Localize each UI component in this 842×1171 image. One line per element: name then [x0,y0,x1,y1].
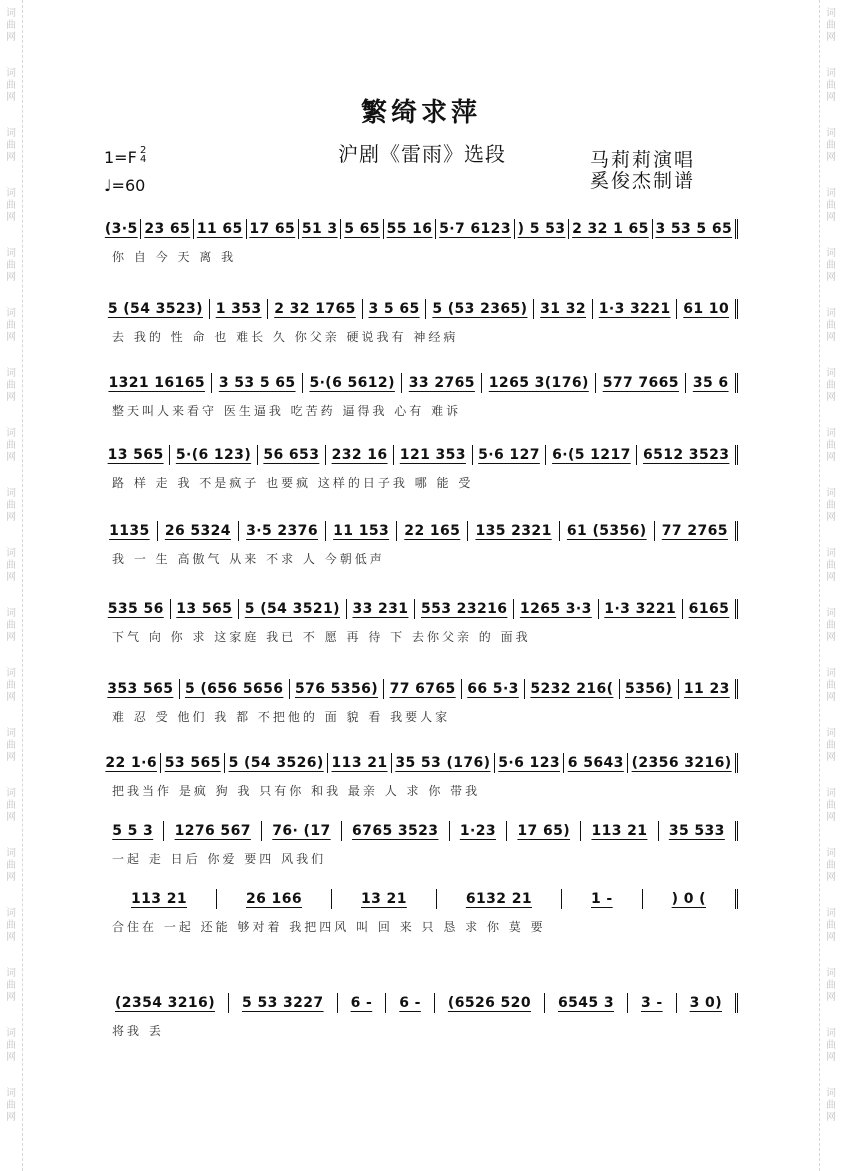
measure: 113 21 [102,889,217,909]
watermark-text: 词 曲 网 [6,668,16,703]
lyric-line: 一起 走 日后 你爱 要四 风我们 [112,852,327,866]
watermark-text: 词 曲 网 [826,488,836,523]
song-subtitle: 沪剧《雷雨》选段 [338,142,506,166]
measure: 535 56 [102,599,171,619]
measure: 11 65 [194,219,247,239]
right-watermark-strip [819,0,842,1171]
time-signature [140,146,146,164]
measure: 232 16 [326,445,394,465]
measure: 76· (17 [262,821,342,841]
time-signature-bottom: 4 [140,154,147,165]
notation-line [102,294,738,324]
measure: 31 32 [534,299,593,319]
notation-line [102,368,738,398]
watermark-text: 词 曲 网 [826,728,836,763]
measure: 6132 21 [437,889,562,909]
notation-system [102,748,738,802]
measure: 5 53 3227 [229,993,338,1013]
measure: 5 (54 3523) [102,299,210,319]
measure: 5·(6 123) [170,445,258,465]
measure: 13 565 [171,599,240,619]
measure: 5 (54 3521) [239,599,347,619]
measure: 135 2321 [468,521,559,541]
notation-line [102,440,738,470]
notation-line [102,748,738,778]
watermark-text: 词 曲 网 [826,668,836,703]
watermark-text: 词 曲 网 [826,548,836,583]
notation-line [102,516,738,546]
measure: 33 231 [347,599,416,619]
watermark-text: 词 曲 网 [6,1088,16,1123]
measure: 5 (656 5656 [180,679,290,699]
watermark-text: 词 曲 网 [826,8,836,43]
notation-system [102,214,738,268]
measure: 26 166 [217,889,332,909]
watermark-text: 词 曲 网 [6,548,16,583]
measure: 35 6 [686,373,738,393]
measure: 3 - [628,993,677,1013]
measure: 5356) [620,679,679,699]
measure: 113 21 [581,821,658,841]
notation-system [102,674,738,728]
watermark-text: 词 曲 网 [6,368,16,403]
lyric-line: 合住在 一起 还能 够对着 我把四风 叫 回 来 只 恳 求 你 莫 要 [112,920,546,934]
tempo-marking: ♩=60 [104,176,146,195]
performer-credit: 马莉莉演唱 [590,149,696,171]
watermark-text: 词 曲 网 [826,908,836,943]
measure: 6 - [386,993,435,1013]
watermark-text: 词 曲 网 [826,608,836,643]
notation-line [102,988,738,1018]
measure: 3·5 2376 [239,521,326,541]
measure: 66 5·3 [462,679,525,699]
watermark-text: 词 曲 网 [6,308,16,343]
measure: 1·3 3221 [599,599,683,619]
song-title: 繁绮求萍 [360,98,481,128]
watermark-text: 词 曲 网 [826,308,836,343]
lyric-line: 你 自 今 天 离 我 [112,250,237,264]
notation-system [102,816,738,870]
measure: 6 - [338,993,387,1013]
watermark-text: 词 曲 网 [826,188,836,223]
lyric-line: 去 我的 性 命 也 难长 久 你父亲 硬说我有 神经病 [112,330,459,344]
watermark-text: 词 曲 网 [6,8,16,43]
measure: (6526 520 [435,993,545,1013]
measure: 23 65 [141,219,194,239]
watermark-text: 词 曲 网 [6,1028,16,1063]
notation-system [102,294,738,348]
measure: 353 565 [102,679,180,699]
measure: 53 565 [161,753,225,773]
measure: 1321 16165 [102,373,212,393]
lyric-line: 我 一 生 高傲气 从来 不求 人 今朝低声 [112,552,385,566]
lyric-line: 下气 向 你 求 这家庭 我已 不 愿 再 待 下 去你父亲 的 面我 [112,630,531,644]
lyric-line: 整天叫人来看守 医生逼我 吃苦药 逼得我 心有 难诉 [112,404,462,418]
notation-line [102,674,738,704]
watermark-text: 词 曲 网 [826,968,836,1003]
notation-system [102,440,738,494]
watermark-text: 词 曲 网 [826,848,836,883]
measure: 3 53 5 65 [653,219,738,239]
lyric-line: 将我 丢 [112,1024,164,1038]
measure: 77 2765 [655,521,738,541]
measure: 1 - [562,889,643,909]
arranger-credit: 奚俊杰制谱 [590,170,696,192]
time-signature-top: 2 [140,145,147,156]
measure: 6·(5 1217 [546,445,637,465]
watermark-text: 词 曲 网 [6,128,16,163]
measure: 1265 3·3 [514,599,598,619]
notation-system [102,884,738,938]
measure: 77 6765 [384,679,462,699]
measure: (2354 3216) [102,993,229,1013]
notation-system [102,988,738,1042]
notation-system [102,368,738,422]
measure: 1·23 [450,821,508,841]
measure: 121 353 [394,445,472,465]
measure: 5 65 [341,219,383,239]
watermark-text: 词 曲 网 [6,968,16,1003]
watermark-text: 词 曲 网 [6,248,16,283]
lyric-line: 路 样 走 我 不是疯子 也要疯 这样的日子我 哪 能 受 [112,476,474,490]
measure: ) 0 ( [643,889,738,909]
measure: 11 23 [679,679,738,699]
watermark-text: 词 曲 网 [826,1088,836,1123]
watermark-text: 词 曲 网 [826,788,836,823]
measure: 35 53 (176) [392,753,495,773]
measure: 11 153 [326,521,397,541]
measure: (3·5 [102,219,141,239]
measure: ) 5 53 [515,219,569,239]
measure: 6165 [683,599,738,619]
measure: 61 10 [677,299,738,319]
measure: 61 (5356) [560,521,655,541]
watermark-text: 词 曲 网 [6,608,16,643]
measure: 22 1·6 [102,753,161,773]
measure: 6765 3523 [342,821,450,841]
measure: 2 32 1 65 [569,219,652,239]
key-signature: 1=F [104,148,137,167]
lyric-line: 把我当作 是疯 狗 我 只有你 和我 最亲 人 求 你 带我 [112,784,481,798]
measure: 22 165 [397,521,468,541]
watermark-text: 词 曲 网 [6,788,16,823]
watermark-text: 词 曲 网 [6,908,16,943]
measure: 1265 3(176) [482,373,596,393]
measure: 577 7665 [596,373,686,393]
measure: 35 533 [659,821,738,841]
measure: 3 5 65 [363,299,427,319]
measure: 1·3 3221 [593,299,678,319]
measure: 5·6 123 [495,753,565,773]
watermark-text: 词 曲 网 [826,1028,836,1063]
notation-line [102,816,738,846]
watermark-text: 词 曲 网 [6,428,16,463]
measure: 51 3 [299,219,341,239]
measure: 56 653 [258,445,326,465]
watermark-text: 词 曲 网 [6,68,16,103]
measure: 1135 [102,521,158,541]
measure: 2 32 1765 [268,299,362,319]
measure: 5·6 127 [473,445,547,465]
measure: 17 65 [247,219,300,239]
measure: 6512 3523 [637,445,738,465]
watermark-text: 词 曲 网 [6,728,16,763]
notation-line [102,214,738,244]
watermark-text: 词 曲 网 [6,848,16,883]
measure: 33 2765 [402,373,482,393]
watermark-text: 词 曲 网 [826,368,836,403]
measure: 6545 3 [545,993,628,1013]
measure: 1276 567 [164,821,262,841]
notation-system [102,516,738,570]
measure: 576 5356) [290,679,385,699]
measure: 553 23216 [415,599,514,619]
watermark-text: 词 曲 网 [6,188,16,223]
watermark-text: 词 曲 网 [826,68,836,103]
measure: 5·7 6123 [436,219,515,239]
watermark-text: 词 曲 网 [826,248,836,283]
measure: 3 0) [677,993,738,1013]
measure: (2356 3216) [628,753,738,773]
measure: 5232 216( [525,679,620,699]
notation-line [102,594,738,624]
measure: 13 21 [332,889,437,909]
measure: 6 5643 [564,753,628,773]
measure: 1 353 [210,299,269,319]
measure: 5 (54 3526) [225,753,328,773]
measure: 113 21 [328,753,392,773]
watermark-text: 词 曲 网 [6,488,16,523]
watermark-text: 词 曲 网 [826,428,836,463]
measure: 13 565 [102,445,170,465]
measure: 3 53 5 65 [212,373,303,393]
measure: 5 (53 2365) [426,299,534,319]
measure: 5·(6 5612) [303,373,402,393]
measure: 5 5 3 [102,821,164,841]
lyric-line: 难 忍 受 他们 我 都 不把他的 面 貌 看 我要人家 [112,710,451,724]
left-watermark-strip [0,0,23,1171]
measure: 17 65) [507,821,581,841]
watermark-text: 词 曲 网 [826,128,836,163]
notation-system [102,594,738,648]
measure: 55 16 [384,219,437,239]
notation-line [102,884,738,914]
measure: 26 5324 [158,521,239,541]
